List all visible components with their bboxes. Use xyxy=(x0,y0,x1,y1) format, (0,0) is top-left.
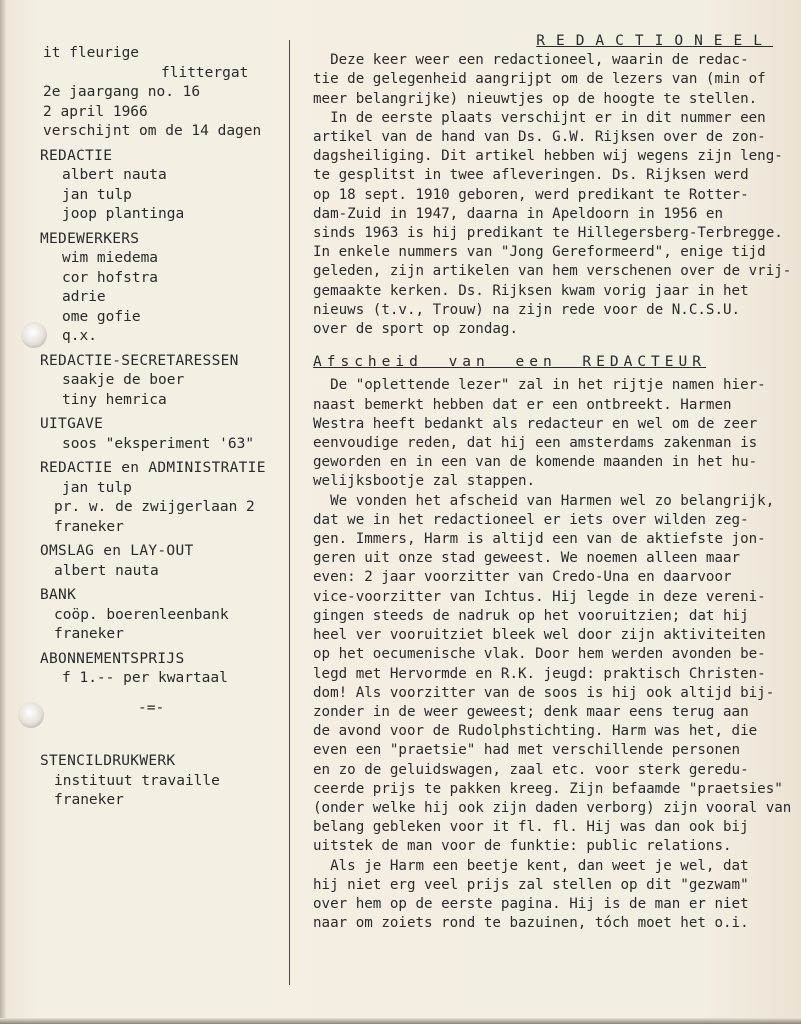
frequency-line: verschijnt om de 14 dagen xyxy=(43,123,262,139)
medewerker: cor hofstra xyxy=(62,269,159,286)
redactie-member: jan tulp xyxy=(62,186,132,203)
farewell-subtitle: Afscheid van een REDACTEUR xyxy=(313,354,706,371)
text-line: legd met Hervormde en R.K. jeugd: praktisch Christen- xyxy=(313,665,766,682)
text-line: naar om zoiets rond te bazuinen, tóch moet het o.i. xyxy=(313,915,749,932)
text-line: vice-voorzitter van Ichtus. Hij legde in deze vereni- xyxy=(313,588,766,605)
text-line: geworden en in een van de komende maanden in het hu- xyxy=(313,454,758,471)
text-line: geren uit onze stad geweest. We noemen alleen maar xyxy=(313,550,741,567)
text-line: nieuws (t.v., Trouw) na zijn rede voor de N.C.S.U. xyxy=(313,301,741,318)
text-line: gen. Immers, Harm is altijd een van de aktiefste jon- xyxy=(313,531,766,548)
redactie-member: albert nauta xyxy=(62,167,167,183)
text-line: uitstek de man voor de funktie: public relations. xyxy=(313,838,732,855)
text-line: meer belangrijke) nieuwtjes op de hoogte te stellen. xyxy=(313,90,758,107)
medewerker: ome gofie xyxy=(62,308,141,325)
text-line: de avond voor de Rudolphstichting. Harm was het, die xyxy=(313,723,758,740)
text-line: gemaakte kerken. Ds. Rijksen kwam vorig jaar in het xyxy=(313,282,749,299)
secretaresse: saakje de boer xyxy=(62,372,185,388)
editorial-paragraph-2 xyxy=(313,376,792,933)
administratie-line: jan tulp xyxy=(62,479,132,496)
secretaresse: tiny hemrica xyxy=(62,391,167,408)
editorial-title: REDACTIONEEL xyxy=(536,33,773,49)
text-line: belang gebleken voor it fl. fl. Hij was dan ook bij xyxy=(313,819,749,836)
masthead-line-2: flittergat xyxy=(161,64,249,81)
uitgave-heading: UITGAVE xyxy=(40,416,104,432)
text-line: op 18 sept. 1910 geboren, werd predikant te Rotter- xyxy=(313,186,749,203)
editorial-column xyxy=(313,32,792,933)
administratie-line: franeker xyxy=(54,518,124,535)
text-line: tie de gelegenheid aangrijpt om de lezers van (min of xyxy=(313,71,766,88)
omslag-value: albert nauta xyxy=(54,562,159,579)
medewerker: adrie xyxy=(62,289,106,305)
text-line: Als je Harm een beetje kent, dan weet je wel, dat xyxy=(313,857,749,874)
omslag-heading: OMSLAG en LAY-OUT xyxy=(40,543,194,559)
text-line: te gesplitst in twee afleveringen. Ds. Rijksen werd xyxy=(313,167,749,184)
text-line: dom! Als voorzitter van de soos is hij ook altijd bij- xyxy=(313,684,775,701)
text-line: sinds 1963 is hij predikant te Hillegersberg-Terbregge. xyxy=(313,225,783,242)
text-line: We vonden het afscheid van Harmen wel zo belangrijk, xyxy=(313,492,775,509)
text-line: dam-Zuid in 1947, daarna in Apeldoorn in 1956 en xyxy=(313,205,723,222)
page-left-edge xyxy=(0,0,6,1024)
page-bottom-edge xyxy=(0,1018,801,1024)
text-line: Deze keer weer een redactioneel, waarin de redac- xyxy=(313,52,749,69)
medewerkers-heading: MEDEWERKERS xyxy=(40,230,140,247)
text-line: (onder welke hij ook zijn daden verborg) zijn vooral van xyxy=(313,799,792,816)
text-line: over hem op de eerste pagina. Hij is de man er niet xyxy=(313,895,749,912)
text-line: dagsheiliging. Dit artikel hebben wij wegens zijn leng- xyxy=(313,148,783,165)
text-line: Westra heeft bedankt als redacteur en wel om de zeer xyxy=(313,415,758,432)
medewerker: q.x. xyxy=(62,328,97,344)
administratie-heading: REDACTIE en ADMINISTRATIE xyxy=(40,460,266,476)
editorial-paragraph-1 xyxy=(313,51,792,339)
stencil-line: instituut travaille xyxy=(54,772,220,789)
text-line: eenvoudige reden, dat hij een amsterdams zakenman is xyxy=(313,435,758,452)
text-line: zonder in de weer geweest; denk maar eens terug aan xyxy=(313,703,749,720)
text-line: even: 2 jaar voorzitter van Credo-Una en daarvoor xyxy=(313,569,732,586)
uitgave-value: soos "eksperiment '63" xyxy=(62,435,255,452)
redactie-heading: REDACTIE xyxy=(40,147,113,164)
text-line: De "oplettende lezer" zal in het rijtje namen hier- xyxy=(313,377,766,394)
bank-line: coöp. boerenleenbank xyxy=(54,606,229,623)
colophon-column xyxy=(40,44,290,811)
text-line: hij niet erg veel prijs zal stellen op dit "gezwam" xyxy=(313,876,749,893)
text-line: In enkele nummers van "Jong Gereformeerd", enige tijd xyxy=(313,244,766,261)
masthead-line-1: it fleurige xyxy=(43,45,140,61)
bank-line: franeker xyxy=(54,626,124,642)
text-line: ceerde prijs te pakken kreeg. Zijn befaamde "praetsies" xyxy=(313,780,783,797)
separator: -=- xyxy=(138,699,165,716)
secretaressen-heading: REDACTIE-SECRETARESSEN xyxy=(40,352,239,369)
text-line: welijksbootje zal stappen. xyxy=(313,473,536,490)
text-line: dat we in het redactioneel er iets over wilden zeg- xyxy=(313,511,749,528)
abonnement-value: f 1.-- per kwartaal xyxy=(62,670,228,686)
text-line: even een "praetsie" had met verschillende personen xyxy=(313,742,741,759)
text-line: heel ver vooruitziet bleek wel door zijn aktiviteiten xyxy=(313,627,766,644)
medewerker: wim miedema xyxy=(62,250,159,266)
text-line: gingen steeds de nadruk op het vooruitzien; dat hij xyxy=(313,607,749,624)
text-line: artikel van de hand van Ds. G.W. Rijksen over de zon- xyxy=(313,129,766,146)
administratie-line: pr. w. de zwijgerlaan 2 xyxy=(54,499,255,515)
text-line: naast bemerkt hebben dat er een ontbreekt. Harmen xyxy=(313,396,732,413)
abonnement-heading: ABONNEMENTSPRIJS xyxy=(40,650,185,667)
text-line: In de eerste plaats verschijnt er in dit nummer een xyxy=(313,109,766,126)
stencil-heading: STENCILDRUKWERK xyxy=(40,753,176,769)
bank-heading: BANK xyxy=(40,587,77,603)
text-line: en zo de geluidswagen, zaal etc. voor sterk geredu- xyxy=(313,761,749,778)
text-line: geleden, zijn artikelen van hem verschenen over de vrij- xyxy=(313,263,792,280)
stencil-line: franeker xyxy=(54,792,124,808)
issue-line: 2e jaargang no. 16 xyxy=(43,84,201,100)
redactie-member: joop plantinga xyxy=(62,206,185,222)
text-line: over de sport op zondag. xyxy=(313,321,518,338)
text-line: op het oecumenische vlak. Door hem werden avonden be- xyxy=(313,646,766,663)
date-line: 2 april 1966 xyxy=(43,103,148,120)
